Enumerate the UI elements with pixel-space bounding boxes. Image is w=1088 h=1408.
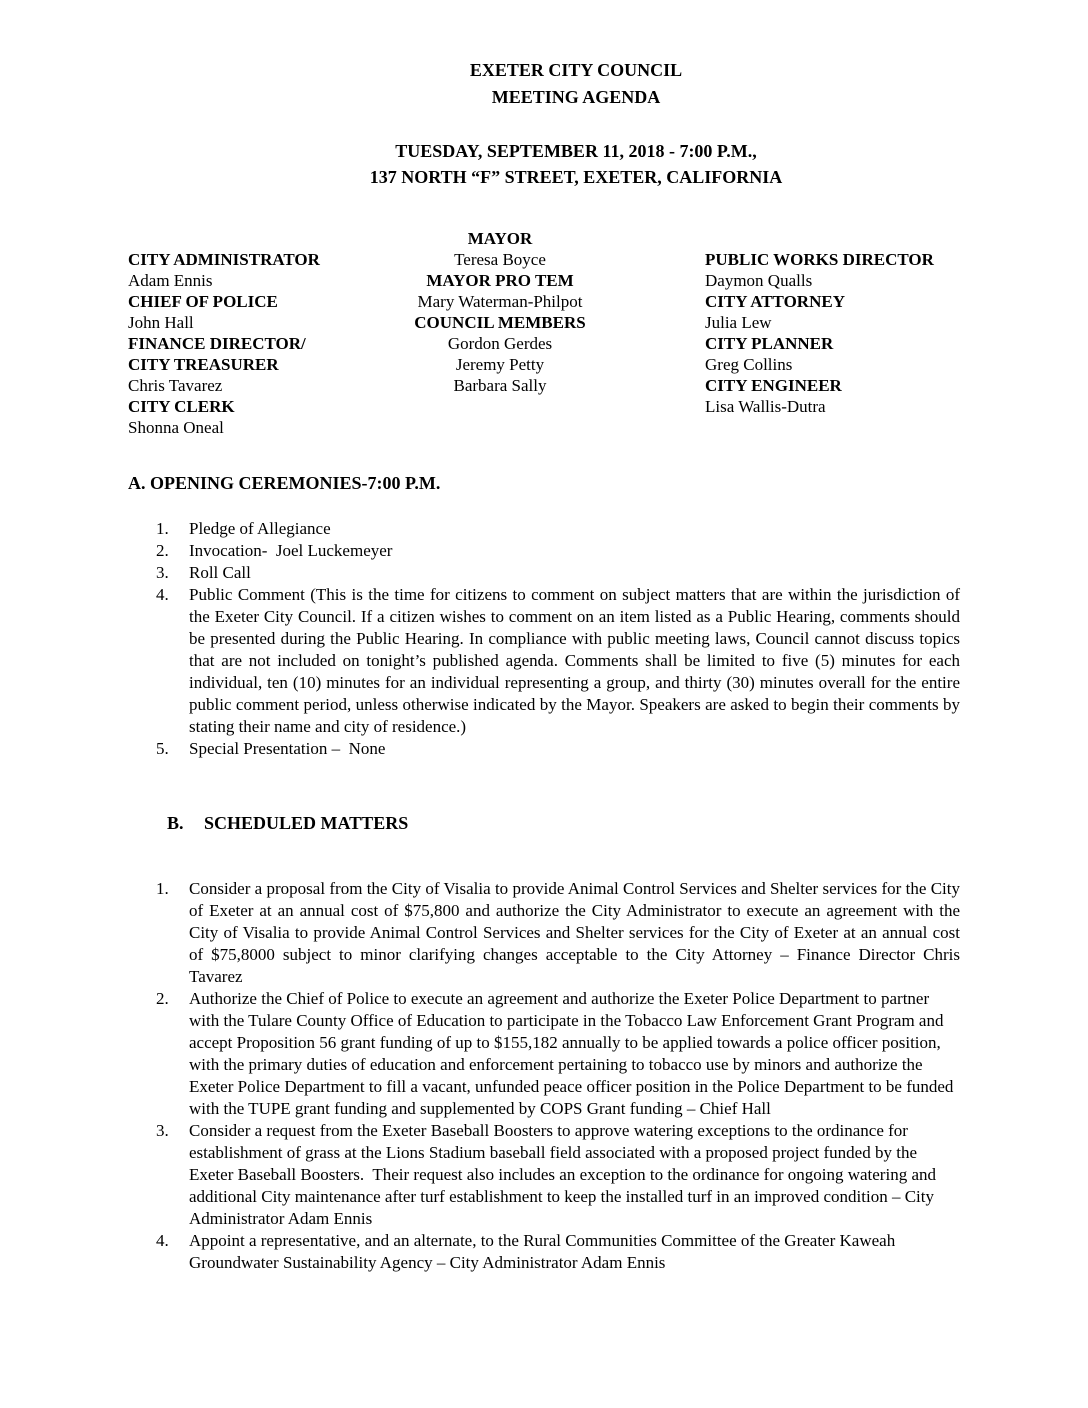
official-role: CITY ENGINEER — [705, 376, 842, 395]
official-role: MAYOR PRO TEM — [426, 271, 574, 290]
official-name: Barbara Sally — [453, 376, 547, 395]
item-text: Pledge of Allegiance — [189, 519, 331, 538]
official-role: CHIEF OF POLICE — [128, 292, 278, 311]
item-text: Special Presentation – None — [189, 739, 386, 758]
official-name: Shonna Oneal — [128, 418, 224, 437]
agenda-item-b4 — [128, 1230, 960, 1274]
item-text: Consider a request from the Exeter Baseball Boosters to approve watering exceptions to the ordinance for establishment of grass at the Lions Stadium baseball field associated with a proposed project funded by the Exeter Baseball Boosters. Their request also includes an exception to the ordinance for ongoing watering and additional City maintenance after turf establishment to keep the installed turf in an improved condition – City Administrator Adam Ennis — [189, 1121, 941, 1228]
item-number: 2. — [156, 541, 169, 560]
item-number: 1. — [156, 879, 169, 898]
item-number: 3. — [156, 1121, 169, 1140]
item-text: Appoint a representative, and an alternate, to the Rural Communities Committee of the Greater Kaweah Groundwater Sustainability Agency – City Administrator Adam Ennis — [189, 1231, 900, 1272]
section-b-heading — [140, 790, 960, 856]
meeting-info-block — [128, 138, 1024, 190]
agenda-item-a3 — [128, 562, 960, 584]
doc-title-line2: MEETING AGENDA — [491, 87, 661, 107]
official-name: Teresa Boyce — [454, 250, 546, 269]
document-header — [128, 0, 1024, 190]
official-name: Gordon Gerdes — [447, 334, 553, 353]
official-role: CITY TREASURER — [128, 355, 279, 374]
section-b-title: SCHEDULED MATTERS — [204, 813, 409, 833]
item-number: 4. — [156, 1231, 169, 1250]
official-role: MAYOR — [467, 229, 533, 248]
section-b-letter: B. — [167, 813, 184, 833]
meeting-datetime: TUESDAY, SEPTEMBER 11, 2018 - 7:00 P.M., — [395, 141, 757, 161]
official-name: Mary Waterman-Philpot — [417, 292, 583, 311]
agenda-item-a4 — [128, 584, 960, 738]
officials-center-column — [340, 228, 660, 396]
official-name: Greg Collins — [705, 355, 793, 374]
doc-title-line1: EXETER CITY COUNCIL — [469, 60, 683, 80]
agenda-item-b1 — [128, 878, 960, 988]
official-name: John Hall — [128, 313, 194, 332]
official-name: Lisa Wallis-Dutra — [705, 397, 826, 416]
item-number: 3. — [156, 563, 169, 582]
section-a-list — [128, 518, 960, 760]
official-role: PUBLIC WORKS DIRECTOR — [705, 250, 934, 269]
item-text: Consider a proposal from the City of Visalia to provide Animal Control Services and Shelter services for the City of Exeter at an annual cost of $75,800 and authorize the City Administrator to execute an agreement with the City of Visalia to provide Animal Control Services and Shelter services for the City of Exeter at an annual cost of $75,8000 subject to minor clarifying changes acceptable to the City Attorney – Finance Director Chris Tavarez — [189, 879, 960, 986]
agenda-item-a2 — [128, 540, 960, 562]
official-role: CITY PLANNER — [705, 334, 834, 353]
item-number: 5. — [156, 739, 169, 758]
item-text: Authorize the Chief of Police to execute an agreement and authorize the Exeter Police Department to partner with the Tulare County Office of Education to participate in the Tobacco Law Enforcement Grant Program and accept Proposition 56 grant funding of up to $155,182 annually to be applied towards a police officer position, with the primary duties of education and enforcement pertaining to tobacco use by minors and authorize the Exeter Police Department to fill a vacant, unfunded peace officer position in the Police Department to be funded with the TUPE grant funding and supplemented by COPS Grant funding – Chief Hall — [189, 989, 958, 1118]
agenda-item-b3 — [128, 1120, 960, 1230]
official-name: Daymon Qualls — [705, 271, 813, 290]
section-a-heading: A. OPENING CEREMONIES-7:00 P.M. — [128, 473, 441, 493]
agenda-body — [128, 472, 960, 1274]
official-name: Adam Ennis — [128, 271, 213, 290]
agenda-item-b2 — [128, 988, 960, 1120]
section-b-list — [128, 878, 960, 1274]
item-text: Invocation- Joel Luckemeyer — [189, 541, 393, 560]
official-name: Chris Tavarez — [128, 376, 223, 395]
item-number: 2. — [156, 989, 169, 1008]
item-text: Roll Call — [189, 563, 251, 582]
official-name: Jeremy Petty — [455, 355, 545, 374]
official-role: CITY ADMINISTRATOR — [128, 250, 320, 269]
officials-roster — [0, 228, 1088, 440]
agenda-item-a1 — [128, 518, 960, 540]
item-number: 1. — [156, 519, 169, 538]
agenda-item-a5 — [128, 738, 960, 760]
official-role: CITY CLERK — [128, 397, 235, 416]
official-role: CITY ATTORNEY — [705, 292, 845, 311]
official-role: COUNCIL MEMBERS — [414, 313, 586, 332]
item-text: Public Comment (This is the time for citizens to comment on subject matters that are within the jurisdiction of the Exeter City Council. If a citizen wishes to comment on an item listed as a Public Hearing, comments should be presented during the Public Hearing. In compliance with public meeting laws, Council cannot discuss topics that are not included on tonight’s published agenda. Comments shall be limited to five (5) minutes for each individual, ten (10) minutes for an individual representing a group, and thirty (30) minutes overall for the entire public comment period, unless otherwise indicated by the Mayor. Speakers are asked to begin their comments by stating their name and city of residence.) — [189, 585, 960, 736]
official-name: Julia Lew — [705, 313, 772, 332]
official-role: FINANCE DIRECTOR/ — [128, 334, 306, 353]
officials-left-column — [128, 249, 320, 438]
officials-right-column — [705, 249, 934, 417]
meeting-address: 137 NORTH “F” STREET, EXETER, CALIFORNIA — [369, 167, 783, 187]
item-number: 4. — [156, 585, 169, 604]
